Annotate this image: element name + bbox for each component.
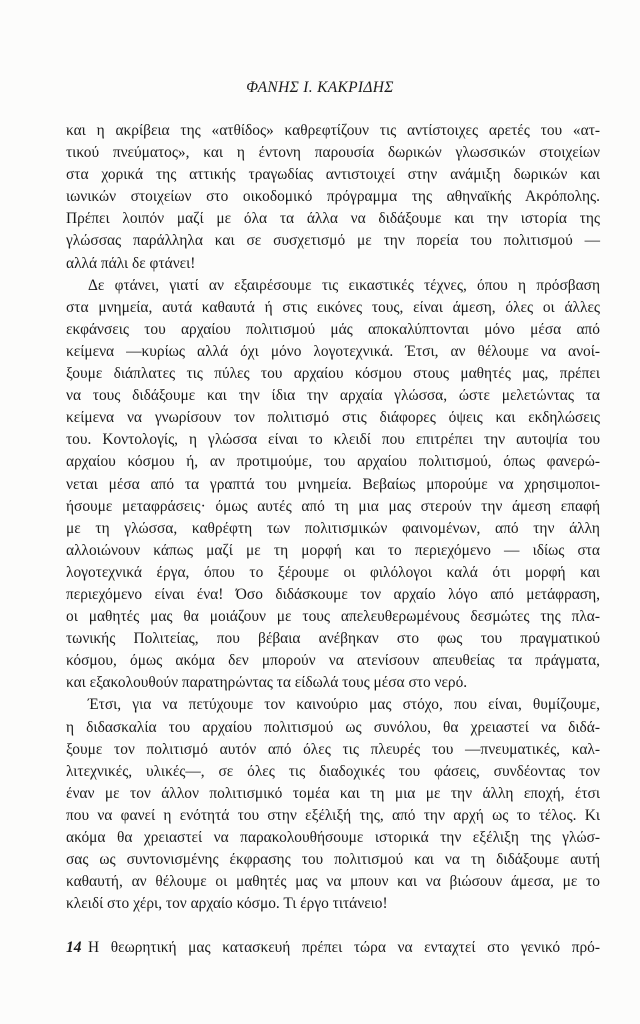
text-line: αρχαίου κόσμου ή, αν προτιμούμε, του αρχαίου πολιτισμού, όπως φανερώ- <box>66 453 600 471</box>
text-line: να τους διδάξουμε και την ίδια την αρχαία γλώσσα, ώστε μελετώντας τα <box>66 387 600 405</box>
text-line: κλειδί στο χέρι, τον αρχαίο κόσμο. Τι έργο τιτάνειο! <box>66 895 388 913</box>
text-line: εκφάνσεις του αρχαίου πολιτισμού μάς αποκαλύπτονται μόνο μέσα από <box>66 320 600 338</box>
text-line: οι μαθητές μας θα μοιάζουν με τους απελευθερωμένους δεσμώτες της πλα- <box>66 608 600 626</box>
text-line: ξουμε τον πολιτισμό αυτόν από όλες τις πλευρές του —πνευματικές, καλ- <box>66 740 600 758</box>
text-line: στα χορικά της αττικής τραγωδίας αντιστοιχεί στην ανάμιξη δωρικών και <box>66 166 600 184</box>
paragraph <box>66 937 600 959</box>
text-line: γλώσσας παράλληλα και σε συσχετισμό με την πορεία του πολιτισμού — <box>66 232 600 250</box>
text-line: κείμενα —κυρίως αλλά όχι μόνο λογοτεχνικά. Έτσι, αν θέλουμε να ανοί- <box>66 342 600 360</box>
paragraph <box>66 275 600 695</box>
text-line: Έτσι, για να πετύχουμε τον καινούριο μας στόχο, που είναι, θυμίζουμε, <box>88 696 600 714</box>
text-line: λιτεχνικές, υλικές—, σε όλες τις διαδοχικές του φάσεις, συνδέοντας τον <box>66 762 600 780</box>
text-line: ακόμα θα χρειαστεί να παρακολουθήσουμε ιστορικά την εξέλιξη της γλώσ- <box>66 829 600 846</box>
paragraph <box>66 120 600 275</box>
text-line: έναν με τον άλλον πολιτισμικό τομέα και τη μια με την άλλη εποχή, έτσι <box>66 784 600 802</box>
text-line: και η ακρίβεια της «ατθίδος» καθρεφτίζουν τις αντίστοιχες αρετές του «ατ- <box>66 122 600 139</box>
text-line: που να φανεί η ενότητά του στην εξέλιξή της, από την αρχή ως το τέλος. Κι <box>66 806 600 824</box>
body-text <box>66 120 600 959</box>
text-line: αλλά πάλι δε φτάνει! <box>66 254 196 272</box>
text-line: αλλοιώνουν κάπως μαζί με τη μορφή και το περιεχόμενο — ιδίως στα <box>66 541 600 559</box>
text-line: κόσμου, όμως ακόμα δεν μπορούν να ατενίσουν απευθείας τα πράγματα, <box>66 652 600 670</box>
text-line: λογοτεχνικά έργα, όπου το ξέρουμε οι φιλόλογοι καλά ότι μορφή και <box>66 563 600 581</box>
text-line: με τη γλώσσα, καθρέφτη των πολιτισμικών φαινομένων, από την άλλη <box>66 519 600 537</box>
section-gap <box>66 915 600 937</box>
text-line: κείμενα να γνωρίσουν τον πολιτισμό στις διάφορες όψεις και εκδηλώσεις <box>66 409 600 427</box>
text-line: τικού πνεύματος», και η έντονη παρουσία δωρικών γλωσσικών στοιχείων <box>66 144 600 162</box>
text-line: του. Κοντολογίς, η γλώσσα είναι το κλειδί που επιτρέπει την αυτοψία του <box>66 431 600 449</box>
text-line: Η θεωρητική μας κατασκευή πρέπει τώρα να ενταχτεί στο γενικό πρό- <box>88 939 600 957</box>
text-line: τωνικής Πολιτείας, που βέβαια ανέβηκαν στο φως του πραγματικού <box>66 630 600 648</box>
page-number: 14 <box>66 939 82 956</box>
paragraph <box>66 694 600 915</box>
text-line: στα μνημεία, αυτά καθαυτά ή στις εικόνες τους, είναι άμεση, όλες οι άλλες <box>66 298 600 316</box>
text-line: ιωνικών στοιχείων στο οικοδομικό πρόγραμμα της αθηναϊκής Ακρόπολης. <box>66 188 600 206</box>
text-line: καθαυτή, αν θέλουμε οι μαθητές μας να μπουν και να βιώσουν άμεσα, με το <box>66 873 600 891</box>
text-line: και εξακολουθούν παρατηρώντας τα είδωλά τους μέσα στο νερό. <box>66 674 468 692</box>
text-line: ήσουμε μεταφράσεις· όμως αυτές από τη μια μας στερούν την άμεση επαφή <box>66 497 600 515</box>
running-head: ΦΑΝΗΣ Ι. ΚΑΚΡΙΔΗΣ <box>246 79 394 96</box>
text-line: Πρέπει λοιπόν μαζί με όλα τα άλλα να διδάξουμε και την ιστορία της <box>66 210 600 228</box>
text-line: σας ως συντονισμένης έκφρασης του πολιτισμού και να τη διδάξουμε αυτή <box>66 851 600 869</box>
text-line: η διδασκαλία του αρχαίου πολιτισμού ως συνόλου, θα χρειαστεί να διδά- <box>66 718 600 736</box>
text-line: ξουμε διάπλατες τις πύλες του αρχαίου κόσμου στους μαθητές μας, πρέπει <box>66 365 600 383</box>
text-line: περιεχόμενο είναι ένα! Όσο διδάσκουμε τον αρχαίο λόγο από μετάφραση, <box>66 585 600 603</box>
text-line: νεται μέσα από τα γραπτά του μνημεία. Βεβαίως μπορούμε να χρησιμοποι- <box>66 475 600 493</box>
text-line: Δε φτάνει, γιατί αν εξαιρέσουμε τις εικαστικές τέχνες, όπου η πρόσβαση <box>88 276 600 294</box>
